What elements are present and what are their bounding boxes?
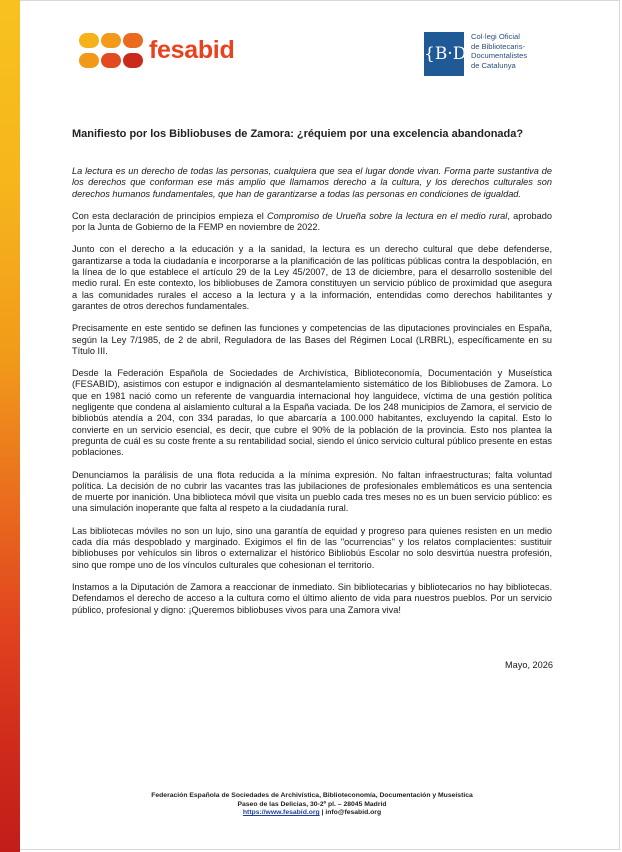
document-title: Manifiesto por los Bibliobuses de Zamora: ¿réquiem por una excelencia abandonada?	[72, 128, 524, 140]
fesabid-logo-mark	[79, 31, 145, 71]
footer-address: Paseo de las Delicias, 30-2º pl. – 28045 Madrid	[237, 800, 387, 808]
fesabid-wordmark: fesabid	[149, 36, 235, 64]
paragraph: Las bibliotecas móviles no son un lujo, sino una garantía de equidad y progreso para quienes resisten en un medio cada día más despoblado y marginado. Exigimos el fin de las "ocurrencias" y los relatos complacientes: sustituir bibliobuses por vehículos sin libros o externalizar el histórico Bibliobús Escolar no solo desvirtúa nuestra profesión, sino que rompe uno de los vínculos culturales que cohesionan el territorio.	[72, 525, 552, 570]
document-date: Mayo, 2026	[504, 660, 553, 670]
paragraph-urueña: Con esta declaración de principios empieza el Compromiso de Urueña sobre la lectura en el medio rural, aprobado por la Junta de Gobierno de la FEMP en noviembre de 2022.	[72, 210, 552, 233]
paragraph: Instamos a la Diputación de Zamora a reaccionar de inmediato. Sin bibliotecarias y bibliotecarios no hay bibliotecas. Defendamos el derecho de acceso a la cultura como el último aliento de vida para nuestros pueblos. Por un servicio público, profesional y digno: ¡Queremos bibliobuses vivos para una Zamora viva!	[72, 581, 552, 615]
paragraph: Desde la Federación Española de Sociedades de Archivística, Biblioteconomía, Documentación y Museística (FESABID), asistimos con estupor e indignación al desmantelamiento sistemático de los Bibliobuses de Zamora. Lo que en 1981 nació como un referente de vanguardia internacional hoy languidece, víctima de una gestión política negligente que condena al aislamiento cultural a la España vaciada. De los 248 municipios de Zamora, el servicio de bibliobús atendía a 204, con 334 paradas, lo que abarcaría a 100.000 habitantes, excluyendo la capital. Esto lo convierte en un servicio esencial, es decir, que cubre el 90% de la población de la provincia. Esto nos plantea la pregunta de cuál es su coste frente a su rentabilidad social, siendo el único servicio cultural público presente en estas poblaciones.	[72, 368, 552, 458]
paragraph: Denunciamos la parálisis de una flota reducida a la mínima expresión. No faltan infraestructuras; falta voluntad política. La decisión de no cubrir las vacantes tras las jubilaciones de profesionales emblemáticos es una sentencia de muerte por inanición. Una biblioteca móvil que visita un pueblo cada tres meses no es un buen servicio público: es una simulación inoperante que falta al respeto a la ciudadanía rural.	[72, 469, 552, 514]
manifesto-body	[72, 166, 552, 627]
bd-logo-text: Col·legi Oficial de Bibliotecaris- Documentalistes de Catalunya	[471, 32, 528, 70]
side-color-stripe	[0, 0, 20, 852]
intro-paragraph: La lectura es un derecho de todas las personas, cualquiera que sea el lugar donde vivan. Forma parte sustantiva de los derechos que conforman ese más amplio que llamamos derecho a la cultura, y los derechos culturales son derechos humanos fundamentales, que han de garantizarse a todas las personas en condiciones de igualdad.	[72, 166, 552, 199]
footer-contact: https://www.fesabid.org | info@fesabid.org	[242, 809, 382, 817]
fesabid-logo	[79, 31, 249, 71]
website-link[interactable]: https://www.fesabid.org	[242, 809, 320, 817]
email-text: info@fesabid.org	[325, 809, 382, 817]
paragraph: Precisamente en este sentido se definen las funciones y competencias de las diputaciones provinciales en España, según la Ley 7/1985, de 2 de abril, Reguladora de las Bases del Régimen Local (LRBRL), específicamente en su Título III.	[72, 323, 552, 356]
paragraph: Junto con el derecho a la educación y a la sanidad, la lectura es un derecho cultural que debe defenderse, garantizarse a toda la ciudadanía e incorporarse a la planificación de las políticas públicas contra la despoblación, en la línea de lo que establece el artículo 29 de la Ley 45/2007, de 13 de diciembre, para el desarrollo sostenible del medio rural. En este contexto, los bibliobuses de Zamora constituyen un servicio público de proximidad que asegura a las comunidades rurales el acceso a la lectura y a la información, entendidas como derechos habilitantes y garantes de otros derechos fundamentales.	[72, 244, 552, 311]
bd-logo	[424, 32, 574, 84]
footer-org: Federación Española de Sociedades de Archivística, Biblioteconomía, Documentación y Museística	[151, 792, 473, 799]
bd-logo-mark: {B·D	[424, 32, 464, 76]
footer	[72, 792, 552, 818]
